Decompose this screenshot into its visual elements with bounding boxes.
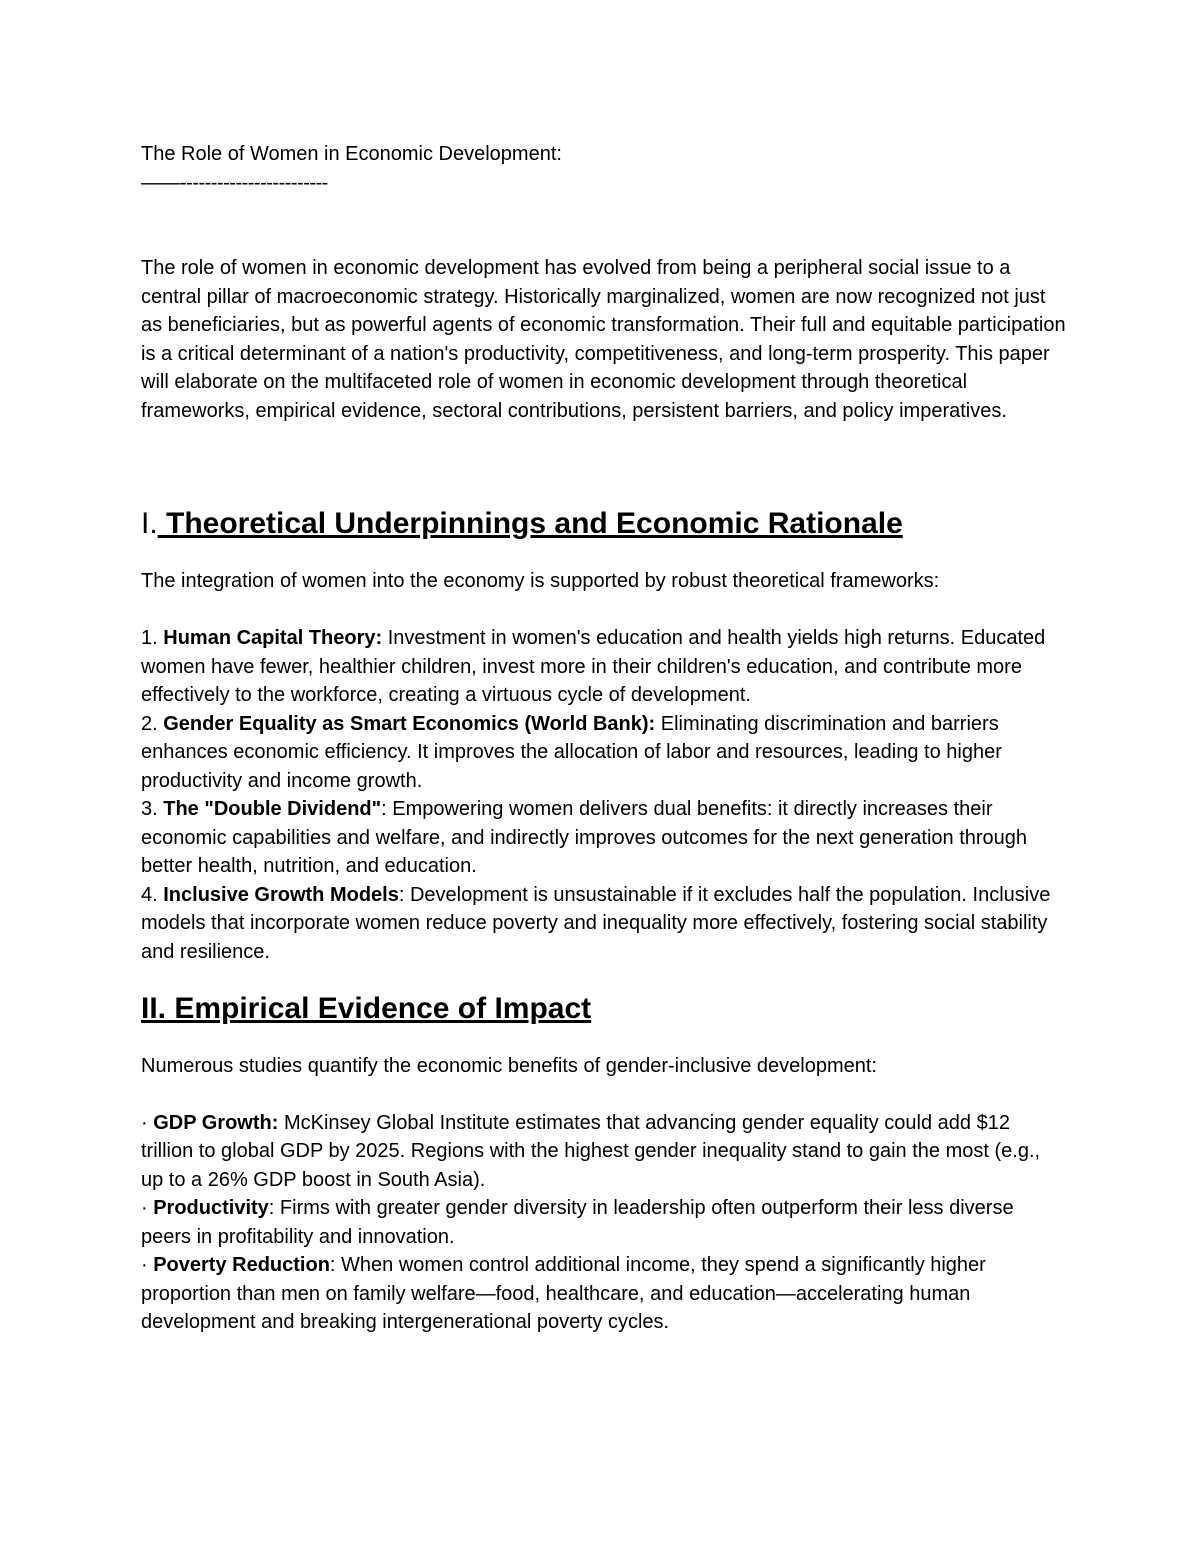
list-item-text: : Firms with greater gender diversity in leadership often outperform their less diverse peers in profitability and innovation.	[141, 1197, 1014, 1248]
list-item-text: Eliminating discrimination and barriers enhances economic efficiency. It improves the allocation of labor and resources, leading to higher productivity and income growth.	[141, 712, 1002, 792]
list-item-term: Gender Equality as Smart Economics (World Bank):	[163, 712, 656, 735]
theory-list	[141, 624, 1066, 966]
list-item-term: Inclusive Growth Models	[163, 883, 399, 906]
bullet-marker: ·	[141, 1254, 154, 1276]
list-item	[141, 710, 1066, 796]
list-marker: 1.	[141, 627, 164, 649]
list-item-term: GDP Growth:	[153, 1111, 279, 1134]
list-item	[141, 1251, 1066, 1337]
list-item-term: Productivity	[153, 1197, 269, 1219]
list-item-text: : When women control additional income, they spend a significantly higher proportion than men on family welfare—food, healthcare, and education—accelerating human development and breaking intergenerational poverty cycles.	[141, 1254, 986, 1333]
title-underline-rule: ——------------------------	[141, 171, 328, 194]
list-marker: 3.	[141, 798, 164, 820]
section-lead-empirical: Numerous studies quantify the economic benefits of gender-inclusive development:	[141, 1054, 877, 1077]
evidence-list	[141, 1109, 1066, 1337]
list-item-text: : Empowering women delivers dual benefits: it directly increases their economic capabilities and welfare, and indirectly improves outcomes for the next generation through better health, nutrition, and education.	[141, 798, 1028, 877]
list-item	[141, 795, 1066, 881]
list-item-text: : Development is unsustainable if it excludes half the population. Inclusive models that incorporate women reduce poverty and inequality more effectively, fostering social stability and resilience.	[141, 883, 1051, 963]
section-heading-empirical	[141, 991, 1066, 1025]
bullet-marker: ·	[141, 1197, 154, 1219]
list-item-term: Poverty Reduction	[153, 1254, 330, 1276]
section-number: I.	[141, 507, 158, 540]
list-item-term: Human Capital Theory:	[163, 627, 383, 649]
bullet-marker: ·	[141, 1111, 154, 1134]
section-title: Theoretical Underpinnings and Economic Rationale	[157, 507, 903, 540]
list-item	[141, 624, 1066, 710]
list-item	[141, 1109, 1066, 1195]
list-marker: 2.	[141, 712, 164, 735]
document-body	[141, 140, 1066, 1337]
list-item	[141, 881, 1066, 967]
section-heading-theoretical	[141, 507, 1066, 540]
intro-paragraph: The role of women in economic development has evolved from being a peripheral social issue to a central pillar of macroeconomic strategy. Historically marginalized, women are now recognized not just as beneficiaries, but as powerful agents of economic transformation. Their full and equitable participation is a critical determinant of a nation's productivity, competitiveness, and long-term prosperity. This paper will elaborate on the multifaceted role of women in economic development through theoretical frameworks, empirical evidence, sectoral contributions, persistent barriers, and policy imperatives.	[141, 257, 1066, 422]
list-item-text: Investment in women's education and health yields high returns. Educated women have fewer, healthier children, invest more in their children's education, and contribute more effectively to the workforce, creating a virtuous cycle of development.	[141, 627, 1046, 706]
list-item	[141, 1194, 1066, 1251]
list-item-text: McKinsey Global Institute estimates that advancing gender equality could add $12 trillion to global GDP by 2025. Regions with the highest gender inequality stand to gain the most (e.g., up to a 26% GDP boost in South Asia).	[141, 1111, 1041, 1191]
document-title: The Role of Women in Economic Development:	[141, 143, 562, 165]
section-lead-theoretical: The integration of women into the economy is supported by robust theoretical frameworks:	[141, 570, 940, 592]
section-title: II. Empirical Evidence of Impact	[141, 991, 592, 1025]
list-item-term: The "Double Dividend"	[163, 798, 382, 820]
list-marker: 4.	[141, 883, 164, 906]
